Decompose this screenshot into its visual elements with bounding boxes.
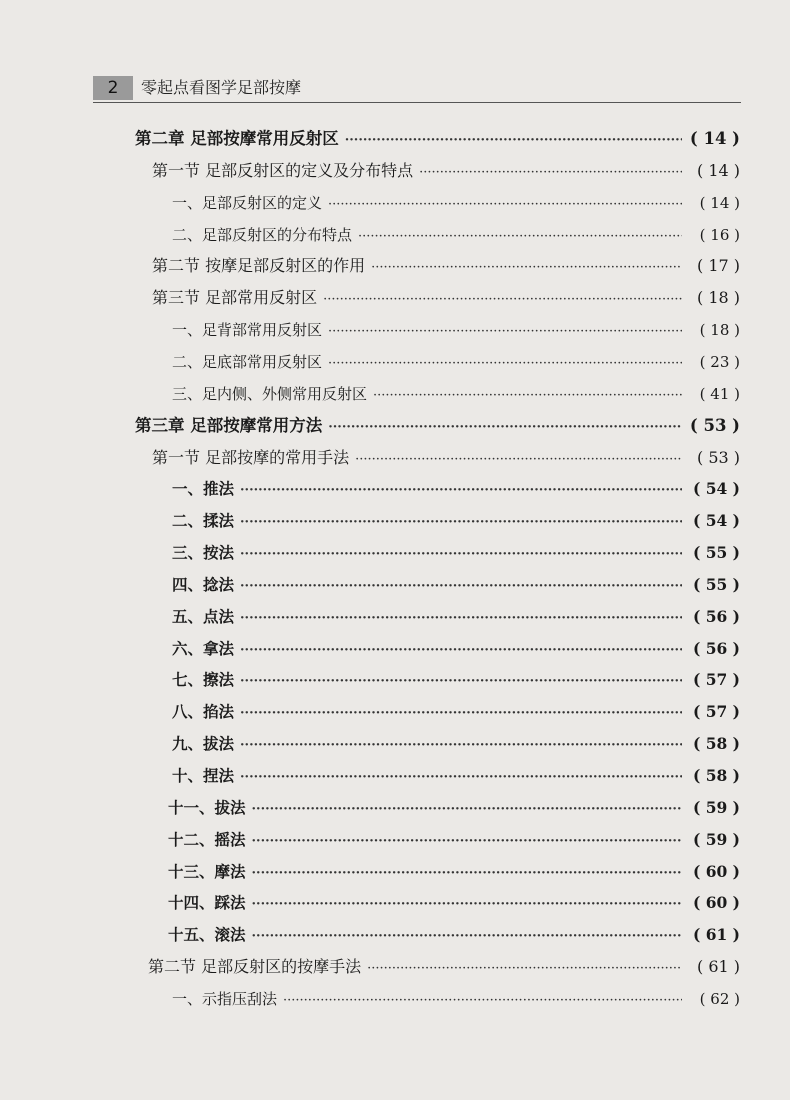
toc-entry-title: 第二章 足部按摩常用反射区 xyxy=(135,129,339,148)
toc-entry xyxy=(172,508,740,534)
toc-entry-page: ( 58 ) xyxy=(692,766,740,785)
toc-entry xyxy=(172,763,740,789)
toc-entry-page: ( 58 ) xyxy=(692,734,740,753)
toc-entry-page: ( 56 ) xyxy=(692,607,740,626)
toc-entry-page: ( 57 ) xyxy=(692,670,740,689)
running-header xyxy=(93,74,741,103)
toc-entry-page: ( 54 ) xyxy=(692,511,740,530)
leader-dots xyxy=(240,542,682,568)
leader-dots xyxy=(240,638,682,664)
toc-entry-page: ( 14 ) xyxy=(699,194,740,212)
toc-entry xyxy=(172,731,740,757)
toc-entry xyxy=(172,604,740,630)
leader-dots xyxy=(240,701,682,727)
toc-entry-title: 六、拿法 xyxy=(172,639,235,658)
leader-dots xyxy=(252,924,682,950)
toc-entry-page: ( 23 ) xyxy=(699,353,740,371)
leader-dots xyxy=(240,606,682,632)
leader-dots xyxy=(252,861,682,887)
toc-entry xyxy=(168,795,740,821)
toc-entry-title: 一、示指压刮法 xyxy=(172,990,278,1008)
toc-entry-page: ( 59 ) xyxy=(692,798,740,817)
leader-dots xyxy=(355,447,682,473)
toc-entry-page: ( 53 ) xyxy=(689,416,740,435)
toc-entry xyxy=(172,699,740,725)
toc-entry xyxy=(168,859,740,885)
toc-entry-title: 三、足内侧、外侧常用反射区 xyxy=(172,385,368,403)
toc-entry-title: 九、拔法 xyxy=(172,734,235,753)
leader-dots xyxy=(367,956,682,982)
toc-entry-title: 第三章 足部按摩常用方法 xyxy=(135,416,323,435)
toc-entry xyxy=(172,540,740,566)
toc-entry-title: 第三节 足部常用反射区 xyxy=(152,288,318,307)
toc-entry xyxy=(172,190,740,216)
toc-entry-title: 三、按法 xyxy=(172,543,235,562)
leader-dots xyxy=(345,128,682,154)
toc-entry-title: 二、足部反射区的分布特点 xyxy=(172,226,353,244)
toc-entry-page: ( 60 ) xyxy=(692,862,740,881)
toc-entry xyxy=(168,827,740,853)
toc-entry-page: ( 59 ) xyxy=(692,830,740,849)
book-title: 零起点看图学足部按摩 xyxy=(141,78,302,97)
toc-entry xyxy=(172,667,740,693)
leader-dots xyxy=(328,319,682,345)
toc-entry-page: ( 62 ) xyxy=(699,990,740,1008)
toc-entry-title: 十四、踩法 xyxy=(168,893,246,912)
toc-entry xyxy=(172,572,740,598)
toc-entry-page: ( 57 ) xyxy=(692,702,740,721)
toc-entry-page: ( 54 ) xyxy=(692,479,740,498)
toc-entry xyxy=(172,222,740,248)
leader-dots xyxy=(240,765,682,791)
toc-entry xyxy=(152,445,740,471)
toc-entry-title: 五、点法 xyxy=(172,607,235,626)
leader-dots xyxy=(328,351,682,377)
toc-entry-page: ( 60 ) xyxy=(692,893,740,912)
page-number: 2 xyxy=(93,76,133,100)
leader-dots xyxy=(323,287,682,313)
toc-entry-title: 十、捏法 xyxy=(172,766,235,785)
toc-entry-title: 第二节 按摩足部反射区的作用 xyxy=(152,256,366,275)
leader-dots xyxy=(240,669,682,695)
leader-dots xyxy=(240,733,682,759)
toc-entry-title: 二、揉法 xyxy=(172,511,235,530)
toc-entry-page: ( 41 ) xyxy=(699,385,740,403)
toc-entry xyxy=(148,954,740,980)
toc-entry-title: 第一节 足部反射区的定义及分布特点 xyxy=(152,161,414,180)
toc-entry xyxy=(172,986,740,1012)
leader-dots xyxy=(419,160,682,186)
toc-entry-title: 一、足背部常用反射区 xyxy=(172,321,323,339)
toc-entry-title: 十一、拔法 xyxy=(168,798,246,817)
toc-entry-title: 一、推法 xyxy=(172,479,235,498)
toc-entry-page: ( 16 ) xyxy=(699,226,740,244)
leader-dots xyxy=(240,478,682,504)
toc-entry xyxy=(152,253,740,279)
toc-entry-title: 四、捻法 xyxy=(172,575,235,594)
leader-dots xyxy=(240,574,682,600)
toc-entry-title: 七、擦法 xyxy=(172,670,235,689)
leader-dots xyxy=(283,988,682,1014)
toc-entry xyxy=(152,158,740,184)
toc-entry-page: ( 56 ) xyxy=(692,639,740,658)
toc-entry-title: 十三、摩法 xyxy=(168,862,246,881)
toc-entry-title: 一、足部反射区的定义 xyxy=(172,194,323,212)
leader-dots xyxy=(328,415,682,441)
toc-entry xyxy=(152,285,740,311)
leader-dots xyxy=(371,255,682,281)
leader-dots xyxy=(252,829,682,855)
toc-entry-page: ( 53 ) xyxy=(696,448,740,467)
toc-entry xyxy=(135,126,740,152)
toc-entry-page: ( 61 ) xyxy=(696,957,740,976)
toc-entry-title: 十五、滚法 xyxy=(168,925,246,944)
toc-entry xyxy=(172,381,740,407)
toc-entry xyxy=(172,317,740,343)
toc-entry-page: ( 55 ) xyxy=(692,575,740,594)
leader-dots xyxy=(252,892,682,918)
toc-entry xyxy=(172,476,740,502)
leader-dots xyxy=(373,383,682,409)
toc-entry xyxy=(172,349,740,375)
toc-entry-title: 第二节 足部反射区的按摩手法 xyxy=(148,957,362,976)
toc-entry-page: ( 18 ) xyxy=(696,288,740,307)
leader-dots xyxy=(328,192,682,218)
toc-entry-page: ( 14 ) xyxy=(689,129,740,148)
toc-entry xyxy=(168,890,740,916)
toc-entry xyxy=(172,636,740,662)
toc-entry-title: 八、掐法 xyxy=(172,702,235,721)
toc-entry-page: ( 18 ) xyxy=(699,321,740,339)
toc-entry-title: 二、足底部常用反射区 xyxy=(172,353,323,371)
toc-entry xyxy=(168,922,740,948)
toc-entry-title: 第一节 足部按摩的常用手法 xyxy=(152,448,350,467)
leader-dots xyxy=(240,510,682,536)
toc-entry-page: ( 14 ) xyxy=(696,161,740,180)
toc-entry-page: ( 61 ) xyxy=(692,925,740,944)
leader-dots xyxy=(252,797,682,823)
toc-entry xyxy=(135,413,740,439)
toc-entry-page: ( 55 ) xyxy=(692,543,740,562)
leader-dots xyxy=(358,224,682,250)
toc-entry-title: 十二、摇法 xyxy=(168,830,246,849)
toc-entry-page: ( 17 ) xyxy=(696,256,740,275)
